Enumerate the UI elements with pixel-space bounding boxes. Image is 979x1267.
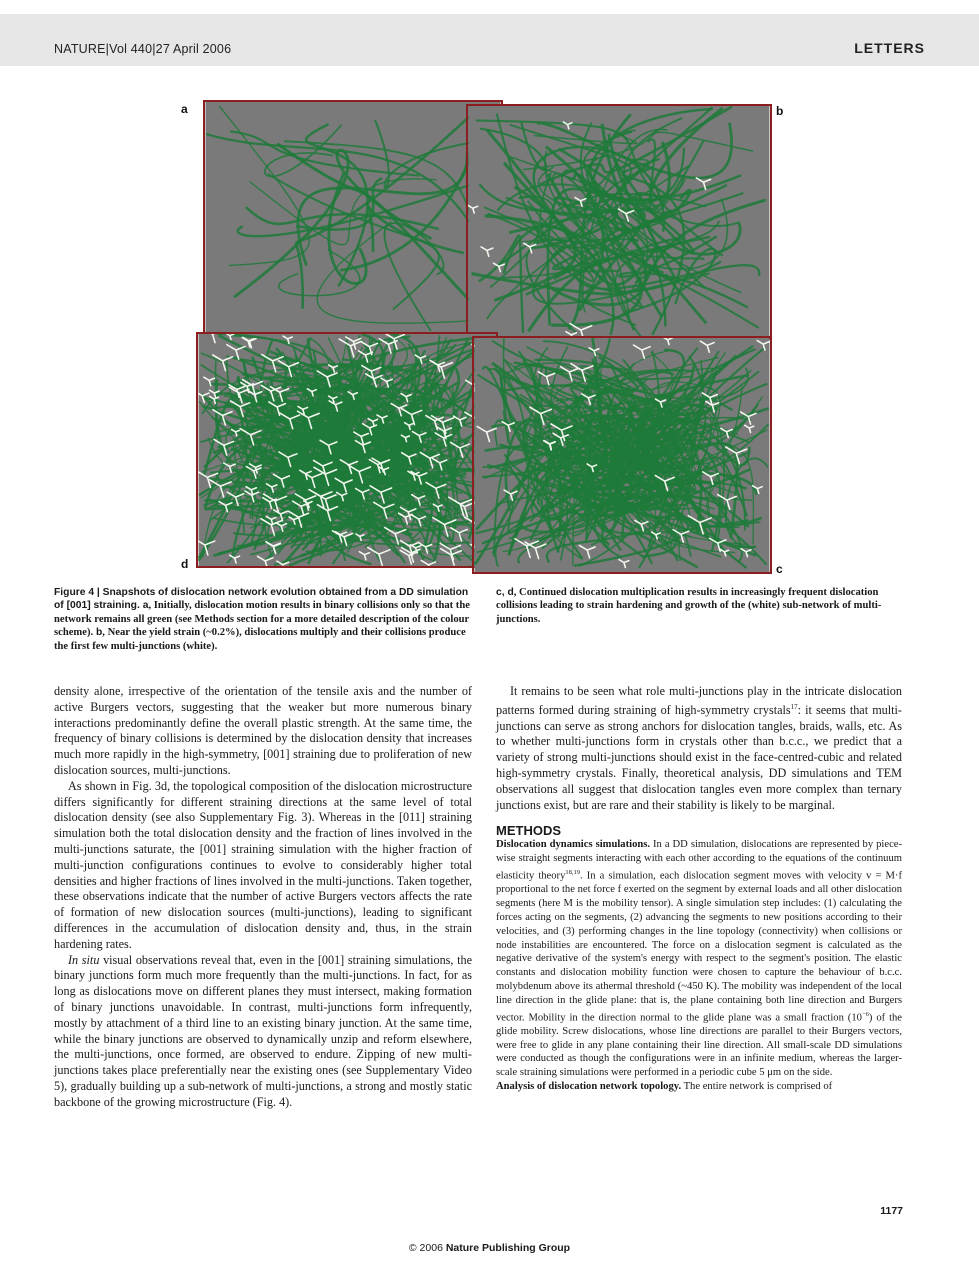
methods-subheading: Dislocation dynamics simulations. xyxy=(496,839,651,851)
methods-text: . In a simulation, each dislocation segment moves with velocity v = M·f proportional to the net force f exerted on the segment by external loads and all other dislocation segments (here M is the mobility tensor). A single simulation step includes: (1) calculating the forces acting on the segments, (2) advancing the segments to new positions according to their velocities, and (3) performing changes in the line topology (connectivity) when collisions or node instabilities are encountered. The force on a dislocation segment is calculated as the negative derivative of the system's energy with respect to the segment's position. The elastic constants and dislocation mobility function were chosen to capture the behaviour of b.c.c. molybdenum above its athermal threshold (~450 K). The mobility was independent of the local line direction in the glide plane: that is, the plane containing both line direction and Burgers vector. Mobility in the direction normal to the glide plane was a small fraction (10 xyxy=(496,870,902,1024)
methods-text: In a DD simulation, dislocations are represented by piece-wise straight segments interacting with each other according to the equations of the continuum elasticity theory xyxy=(496,839,902,882)
panel-d-image xyxy=(196,332,498,568)
methods-subheading: Analysis of dislocation network topology. xyxy=(496,1081,682,1093)
caption-part-a: , Initially, dislocation motion results in binary collisions only so that the network remains all green (see Methods section for a more detailed description of the colour scheme). xyxy=(54,600,470,639)
reference-marker: 18,19 xyxy=(565,869,581,877)
copyright-prefix: © 2006 xyxy=(408,1242,446,1254)
paragraph: As shown in Fig. 3d, the topological composition of the dislocation microstructure differs significantly for different straining directions at the same level of total dislocation density (see also Supplementary Fig. 3). Whereas in the [011] straining simulation both the total dislocation density and the fraction of lines involved in the multi-junctions saturate, the [001] straining simulation with the higher fraction of multi-junction configurations continues to evolve to considerably higher total densities and higher fractions of lines involved in the multi-junctions. Taken together, these observations indicate that the number of active Burgers vectors affects the rate of formation of new dislocation sources (multi-junctions), leading to significant differences in the accumulation of dislocation density and, thus, in the strain hardening rates. xyxy=(54,778,472,951)
page-number: 1177 xyxy=(880,1205,903,1217)
paragraph: density alone, irrespective of the orientation of the tensile axis and the number of active Burgers vectors, suggesting that the weaker but more numerous binary interactions predominantly define the overall plastic strength. At the same time, the frequency of binary collisions is determined by the dislocation density that increases much more rapidly in the high-symmetry, [001] straining due to proliferation of new dislocation sources, multi-junctions. xyxy=(54,684,472,777)
figure-4 xyxy=(0,96,979,582)
panel-b-image xyxy=(466,104,772,340)
paragraph xyxy=(496,684,902,813)
panel-c-image xyxy=(472,336,772,574)
body-column-left xyxy=(54,684,472,1111)
paragraph-text: visual observations reveal that, even in the [001] straining simulations, the binary junctions form much more frequently than the multi-junctions. In fact, for as long as dislocations move on different planes they must intersect, making formation of binary junctions unavoidable. In contrast, multi-junctions form infrequently, mostly by attachment of a third line to an existing binary junction. At the same time, while the binary junctions are observed to dynamically unzip and reform elsewhere, the multi-junctions, once formed, are observed to endure. Zipping of new multi-junctions takes place preferentially near the existing ones (see Supplementary Video 5), gradually building up a sub-network of multi-junctions, a strong and mostly static backbone of the growing microstructure (Fig. 4). xyxy=(54,952,472,1109)
panel-label-d: d xyxy=(181,557,189,571)
caption-title: Figure 4 | Snapshots of dislocation network evolution obtained from a DD simulation of [001] straining. xyxy=(54,587,469,612)
paragraph-text: : it seems that multi-junctions can serve as strong anchors for dislocation tangles, braids, walls, etc. As to whether multi-junctions form in crystals other than b.c.c., we predict that a variety of strong multi-junctions should exist in the face-centred-cubic and related high-symmetry crystals. Finally, theoretical analysis, DD simulations and TEM observations all suggest that dislocation tangles even more complex than ternary junctions exist, but are rare and their stability is likely to be marginal. xyxy=(496,702,902,812)
methods-heading: METHODS xyxy=(496,823,561,839)
methods-text: ) of the glide mobility. Screw dislocations, whose line directions are parallel to their Burgers vectors, were free to glide in any plane containing their line direction. All small-scale DD simulations were conducted as though the configurations were in an infinite medium, whereas the larger-scale straining simulations were performed in a periodic cube 5 μm on the side. xyxy=(496,1012,903,1079)
exponent: −6 xyxy=(861,1010,869,1018)
methods-paragraph xyxy=(496,838,902,1080)
reference-marker: 17 xyxy=(790,702,798,711)
caption-part-b: , Near the yield strain (~0.2%), dislocations multiply and their collisions produce the first few multi-junctions (white). xyxy=(54,627,466,652)
methods-section xyxy=(496,838,902,1093)
paragraph-text: It remains to be seen what role multi-junctions play in the intricate dislocation patterns formed during straining of high-symmetry crystals xyxy=(496,684,902,717)
section-label: LETTERS xyxy=(854,40,925,56)
figure-caption-right xyxy=(496,586,902,626)
journal-info: NATURE|Vol 440|27 April 2006 xyxy=(54,42,232,56)
italic-term: In situ xyxy=(68,952,100,967)
panel-label-b: b xyxy=(776,104,784,118)
caption-part-b-label: b xyxy=(96,627,103,639)
running-header xyxy=(0,14,979,66)
panel-label-a: a xyxy=(181,102,188,116)
panel-a-image xyxy=(203,100,503,338)
panel-background xyxy=(206,102,501,336)
paragraph xyxy=(54,953,472,1111)
body-column-right xyxy=(496,684,902,1094)
caption-part-cd-label: c, d xyxy=(496,587,514,598)
methods-paragraph xyxy=(496,1080,902,1094)
caption-part-a-label: a xyxy=(142,600,149,612)
caption-part-cd: , Continued dislocation multiplication results in increasingly frequent dislocation collisions leading to strain hardening and growth of the (white) sub-network of multi-junctions. xyxy=(496,587,882,625)
panel-label-c: c xyxy=(776,562,783,576)
publisher-name: Nature Publishing Group xyxy=(445,1242,571,1254)
methods-text: The entire network is comprised of xyxy=(681,1081,833,1093)
copyright-line xyxy=(0,1242,979,1254)
figure-caption-left xyxy=(54,586,472,653)
